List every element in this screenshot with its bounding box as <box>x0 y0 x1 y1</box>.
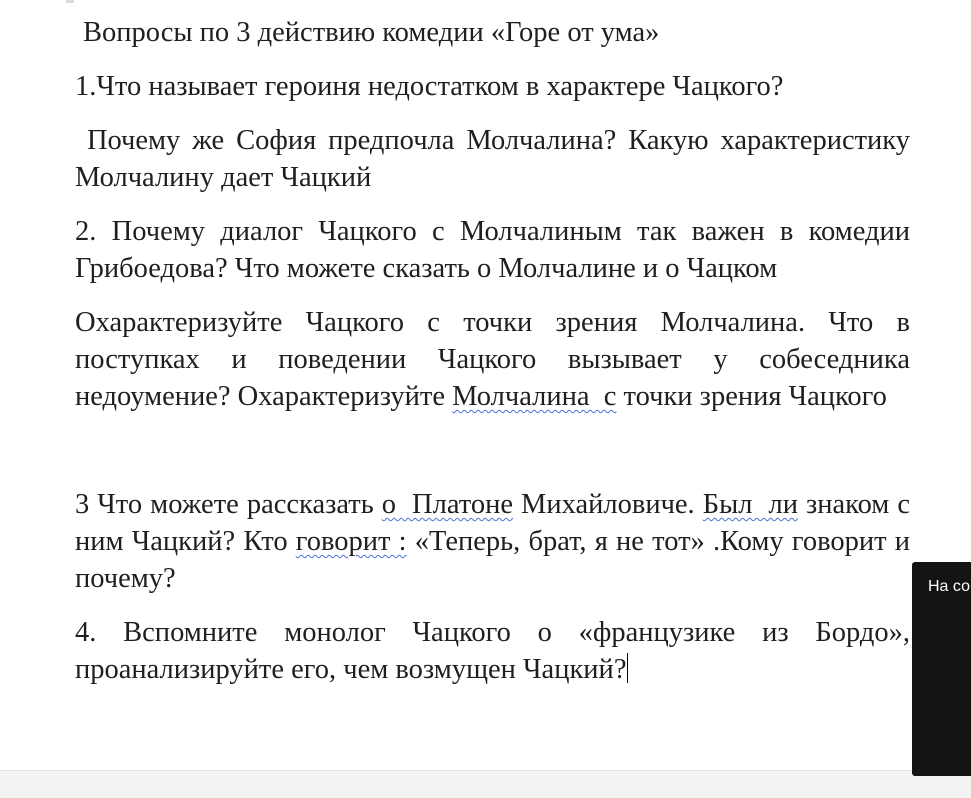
text-run: «Теперь, брат, я не тот» .Кому говорит и почему? <box>75 526 910 594</box>
spellcheck-flag[interactable]: о Платоне <box>381 489 513 520</box>
text-run: Охарактеризуйте Чацкого с точки зрения Молчалина. Что в поступках и поведении Чацкого вызывает у собеседника недоумение? Охарактеризуйте <box>75 307 910 412</box>
question-1-followup: Почему же София предпочла Молчалина? Какую характеристику Молчалину дает Чацкий <box>75 125 918 193</box>
spellcheck-flag[interactable]: Был ли <box>702 489 798 520</box>
text-run: 3 Что можете рассказать <box>75 489 382 520</box>
text-run: знаком с ним Чацкий? Кто <box>75 489 910 557</box>
question-3 <box>75 486 910 597</box>
question-4 <box>75 614 910 688</box>
question-2: 2. Почему диалог Чацкого с Молчалиным так важен в комедии Грибоедова? Что можете сказать о Молчалине и о Чацком <box>75 216 910 284</box>
empty-line <box>75 432 910 486</box>
text-run: 4. Вспомните монолог Чацкого о «французике из Бордо», проанализируйте его, чем возмущен Чацкий? <box>75 617 910 685</box>
notification-toast[interactable] <box>912 562 971 776</box>
question-1: 1.Что называет героиня недостатком в характере Чацкого? <box>75 71 784 102</box>
document-title: Вопросы по 3 действию комедии «Горе от ума» <box>83 17 660 48</box>
question-2-followup <box>75 304 910 415</box>
toast-text: На со <box>928 578 970 595</box>
text-run: Михайловиче. <box>513 489 703 520</box>
text-cursor <box>627 653 628 683</box>
text-run: точки зрения Чацкого <box>616 381 887 412</box>
status-bar <box>0 770 971 798</box>
document-body[interactable] <box>75 14 918 705</box>
page-edge-mark <box>66 0 74 3</box>
spellcheck-flag[interactable]: Молчалина с <box>452 381 617 412</box>
spellcheck-flag[interactable]: говорит : <box>295 526 407 557</box>
